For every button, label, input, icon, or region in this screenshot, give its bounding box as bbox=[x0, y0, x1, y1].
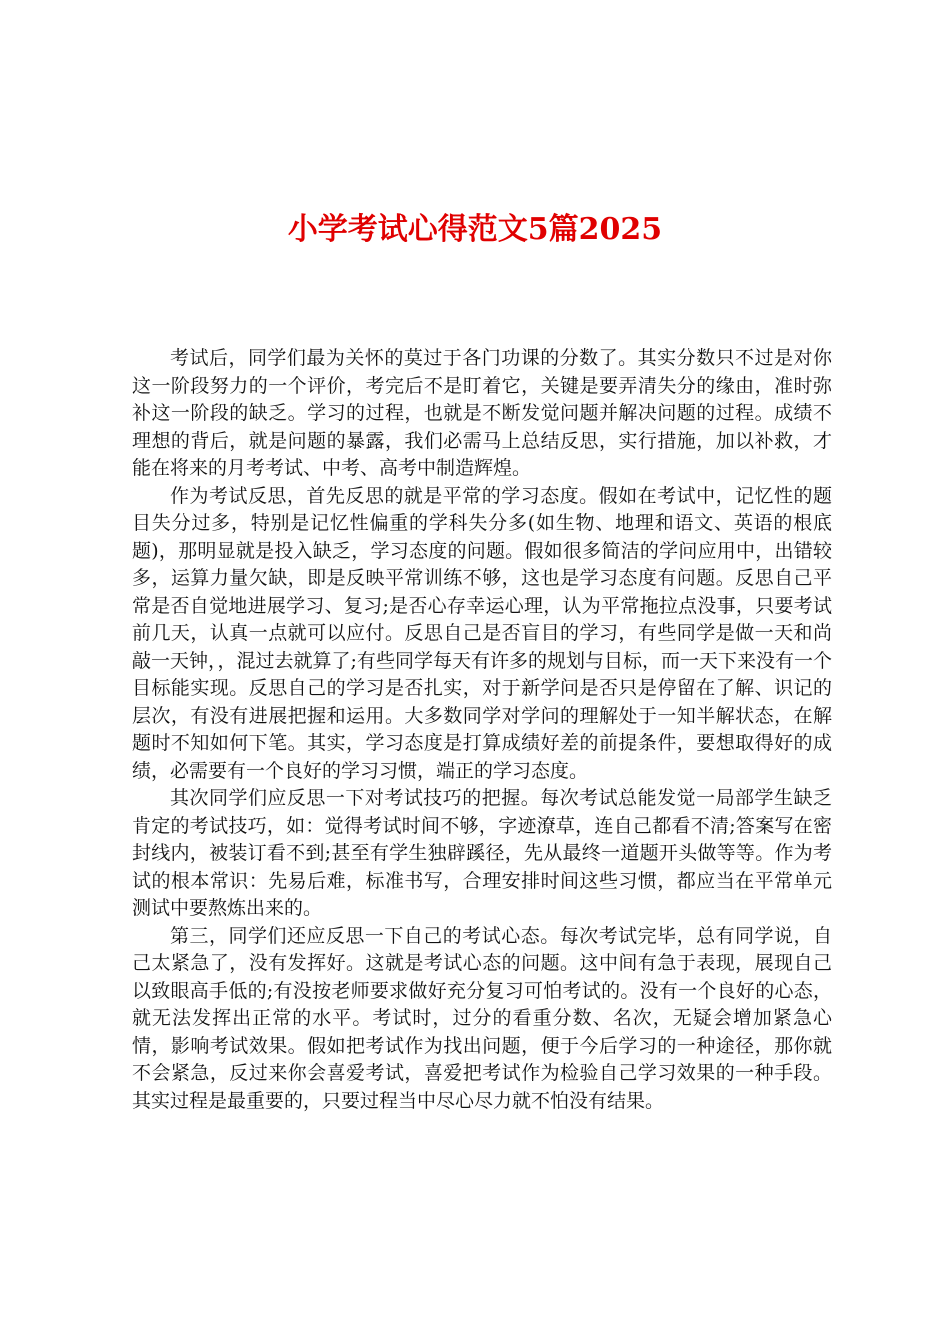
paragraph: 第三，同学们还应反思一下自己的考试心态。每次考试完毕，总有同学说，自己太紧急了，没有发挥好。这就是考试心态的问题。这中间有急于表现，展现自己以致眼高手低的;有没按老师要求做好充分复习可怕考试的。没有一个良好的心态，就无法发挥出正常的水平。考试时，过分的看重分数、名次，无疑会增加紧急心情，影响考试效果。假如把考试作为找出问题，便于今后学习的一种途径，那你就不会紧急，反过来你会喜爱考试，喜爱把考试作为检验自己学习效果的一种手段。其实过程是最重要的，只要过程当中尽心尽力就不怕没有结果。 bbox=[132, 924, 832, 1112]
paragraph: 考试后，同学们最为关怀的莫过于各门功课的分数了。其实分数只不过是对你这一阶段努力的一个评价，考完后不是盯着它，关键是要弄清失分的缘由，准时弥补这一阶段的缺乏。学习的过程，也就是不断发觉问题并解决问题的过程。成绩不理想的背后，就是问题的暴露，我们必需马上总结反思，实行措施，加以补救，才能在将来的月考考试、中考、高考中制造辉煌。 bbox=[132, 347, 832, 479]
document-title: 小学考试心得范文5篇2025 bbox=[287, 212, 663, 247]
paragraph: 作为考试反思，首先反思的就是平常的学习态度。假如在考试中，记忆性的题目失分过多，特别是记忆性偏重的学科失分多(如生物、地理和语文、英语的根底题)，那明显就是投入缺乏，学习态度的问题。假如很多简洁的学问应用中，出错较多，运算力量欠缺，即是反映平常训练不够，这也是学习态度有问题。反思自己平常是否自觉地进展学习、复习;是否心存幸运心理，认为平常拖拉点没事，只要考试前几天，认真一点就可以应付。反思自己是否盲目的学习，有些同学是做一天和尚敲一天钟，，混过去就算了;有些同学每天有许多的规划与目标，而一天下来没有一个目标能实现。反思自己的学习是否扎实，对于新学问是否只是停留在了解、识记的层次，有没有进展把握和运用。大多数同学对学问的理解处于一知半解状态，在解题时不知如何下笔。其实，学习态度是打算成绩好差的前提条件，要想取得好的成绩，必需要有一个良好的学习习惯，端正的学习态度。 bbox=[132, 484, 832, 782]
document-body bbox=[132, 345, 832, 1115]
paragraph: 其次同学们应反思一下对考试技巧的把握。每次考试总能发觉一局部学生缺乏肯定的考试技巧，如：觉得考试时间不够，字迹潦草，连自己都看不清;答案写在密封线内，被装订看不到;甚至有学生独辟蹊径，先从最终一道题开头做等等。作为考试的根本常识：先易后难，标准书写，合理安排时间这些习惯，都应当在平常单元测试中要熬炼出来的。 bbox=[132, 787, 832, 919]
